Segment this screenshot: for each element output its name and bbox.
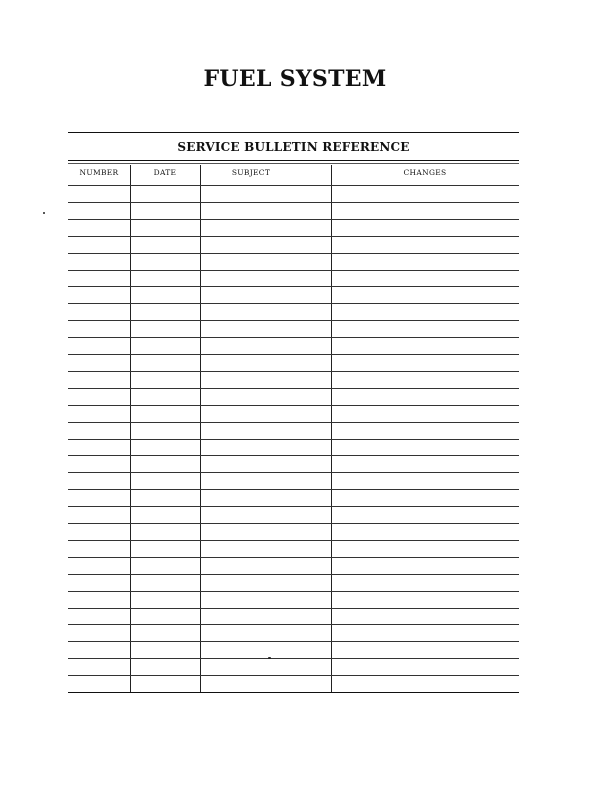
table-row-rule	[68, 624, 519, 625]
table-row-rule	[68, 641, 519, 642]
service-bulletin-table	[68, 165, 519, 693]
table-row-rule	[68, 574, 519, 575]
column-divider-3	[331, 165, 332, 693]
table-row-rule	[68, 219, 519, 220]
table-row-rule	[68, 371, 519, 372]
column-divider-1	[130, 165, 131, 693]
table-row-rule	[68, 303, 519, 304]
table-row-rule	[68, 354, 519, 355]
table-row-rule	[68, 202, 519, 203]
column-header-changes: CHANGES	[403, 168, 447, 177]
table-row-rule	[68, 320, 519, 321]
table-row-rule	[68, 472, 519, 473]
margin-speck	[43, 212, 45, 214]
table-row-rule	[68, 557, 519, 558]
table-row-rule	[68, 523, 519, 524]
table-row-rule	[68, 439, 519, 440]
table-row-rule	[68, 675, 519, 676]
column-header-subject: SUBJECT	[231, 168, 271, 177]
table-row-rule	[68, 388, 519, 389]
table-row-rule	[68, 506, 519, 507]
table-row-rule	[68, 489, 519, 490]
table-row-rule	[68, 185, 519, 186]
section-title: SERVICE BULLETIN REFERENCE	[177, 140, 410, 154]
table-row-rule	[68, 253, 519, 254]
page-title: FUEL SYSTEM	[203, 66, 387, 92]
table-row-rule	[68, 270, 519, 271]
table-row-rule	[68, 455, 519, 456]
table-row-rule	[68, 286, 519, 287]
table-row-rule	[68, 591, 519, 592]
table-row-rule	[68, 236, 519, 237]
table-row-rule	[68, 540, 519, 541]
column-divider-2	[200, 165, 201, 693]
header-double-rule	[68, 160, 519, 164]
margin-speck	[268, 657, 271, 659]
table-row-rule	[68, 658, 519, 659]
column-header-date: DATE	[153, 168, 177, 177]
table-bottom-rule	[68, 692, 519, 693]
top-rule	[68, 132, 519, 133]
table-row-rule	[68, 405, 519, 406]
table-row-rule	[68, 422, 519, 423]
column-header-number: NUMBER	[79, 168, 119, 177]
table-row-rule	[68, 337, 519, 338]
table-row-rule	[68, 608, 519, 609]
